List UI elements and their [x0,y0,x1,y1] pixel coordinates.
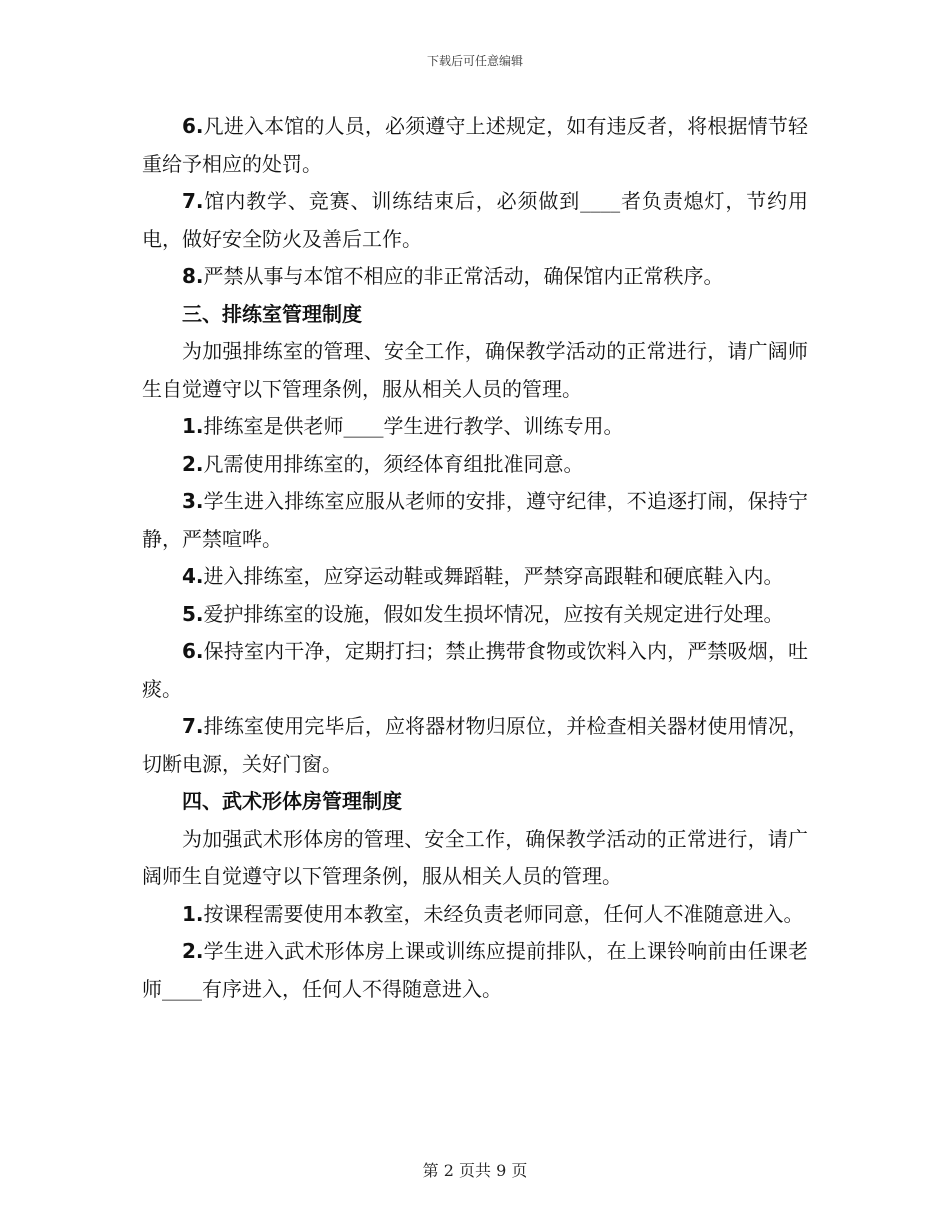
item-text: 排练室是供老师____学生进行教学、训练专用。 [203,414,624,438]
item-number: 5. [182,601,204,626]
list-item [142,558,808,596]
item-text: 凡需使用排练室的，须经体育组批准同意。 [203,451,584,476]
item-text: 学生进入排练室应服从老师的安排，遵守纪律，不追逐打闹，保持宁静，严禁喧哗。 [142,489,808,551]
item-text: 保持室内干净，定期打扫；禁止携带食物或饮料入内，严禁吸烟，吐痰。 [142,639,808,701]
item-text: 爱护排练室的设施，假如发生损坏情况，应按有关规定进行处理。 [203,601,784,626]
section-heading: 三、排练室管理制度 [182,301,362,326]
list-item [142,633,808,708]
list-item [142,258,808,296]
item-number: 1. [182,901,204,926]
list-item [142,708,808,783]
list-item [142,446,808,484]
item-number: 2. [182,451,204,476]
item-number: 2. [182,939,204,963]
item-number: 1. [182,414,204,438]
list-item [142,408,808,446]
item-number: 8. [182,264,204,288]
item-text: 凡进入本馆的人员，必须遵守上述规定，如有违反者，将根据情节轻重给予相应的处罚。 [142,114,808,176]
list-item [142,483,808,558]
item-number: 7. [182,189,204,213]
list-item [142,108,808,183]
list-item [142,183,808,258]
item-text: 排练室使用完毕后，应将器材物归原位，并检查相关器材使用情况，切断电源，关好门窗。 [142,714,808,776]
item-number: 6. [182,639,204,663]
document-body [142,108,808,1008]
item-number: 6. [182,114,204,138]
item-text: 进入排练室，应穿运动鞋或舞蹈鞋，严禁穿高跟鞋和硬底鞋入内。 [203,564,784,588]
section-heading: 四、武术形体房管理制度 [182,789,402,813]
item-number: 4. [182,564,204,588]
section-intro: 为加强排练室的管理、安全工作，确保教学活动的正常进行，请广阔师生自觉遵守以下管理条例，服从相关人员的管理。 [142,339,808,401]
page-footer: 第 2 页共 9 页 [422,1161,528,1180]
section-intro: 为加强武术形体房的管理、安全工作，确保教学活动的正常进行，请广阔师生自觉遵守以下管理条例，服从相关人员的管理。 [142,826,808,888]
list-item [142,933,808,1008]
item-text: 馆内教学、竞赛、训练结束后，必须做到____者负责熄灯，节约用电，做好安全防火及善后工作。 [142,189,808,251]
item-number: 7. [182,714,204,738]
item-text: 严禁从事与本馆不相应的非正常活动，确保馆内正常秩序。 [203,264,724,288]
item-text: 学生进入武术形体房上课或训练应提前排队，在上课铃响前由任课老师____有序进入，任何人不得随意进入。 [142,939,808,1001]
list-item [142,896,808,934]
item-text: 按课程需要使用本教室，未经负责老师同意，任何人不准随意进入。 [203,901,804,926]
list-item [142,596,808,634]
item-number: 3. [182,489,204,513]
page-header: 下载后可任意编辑 [426,54,523,68]
